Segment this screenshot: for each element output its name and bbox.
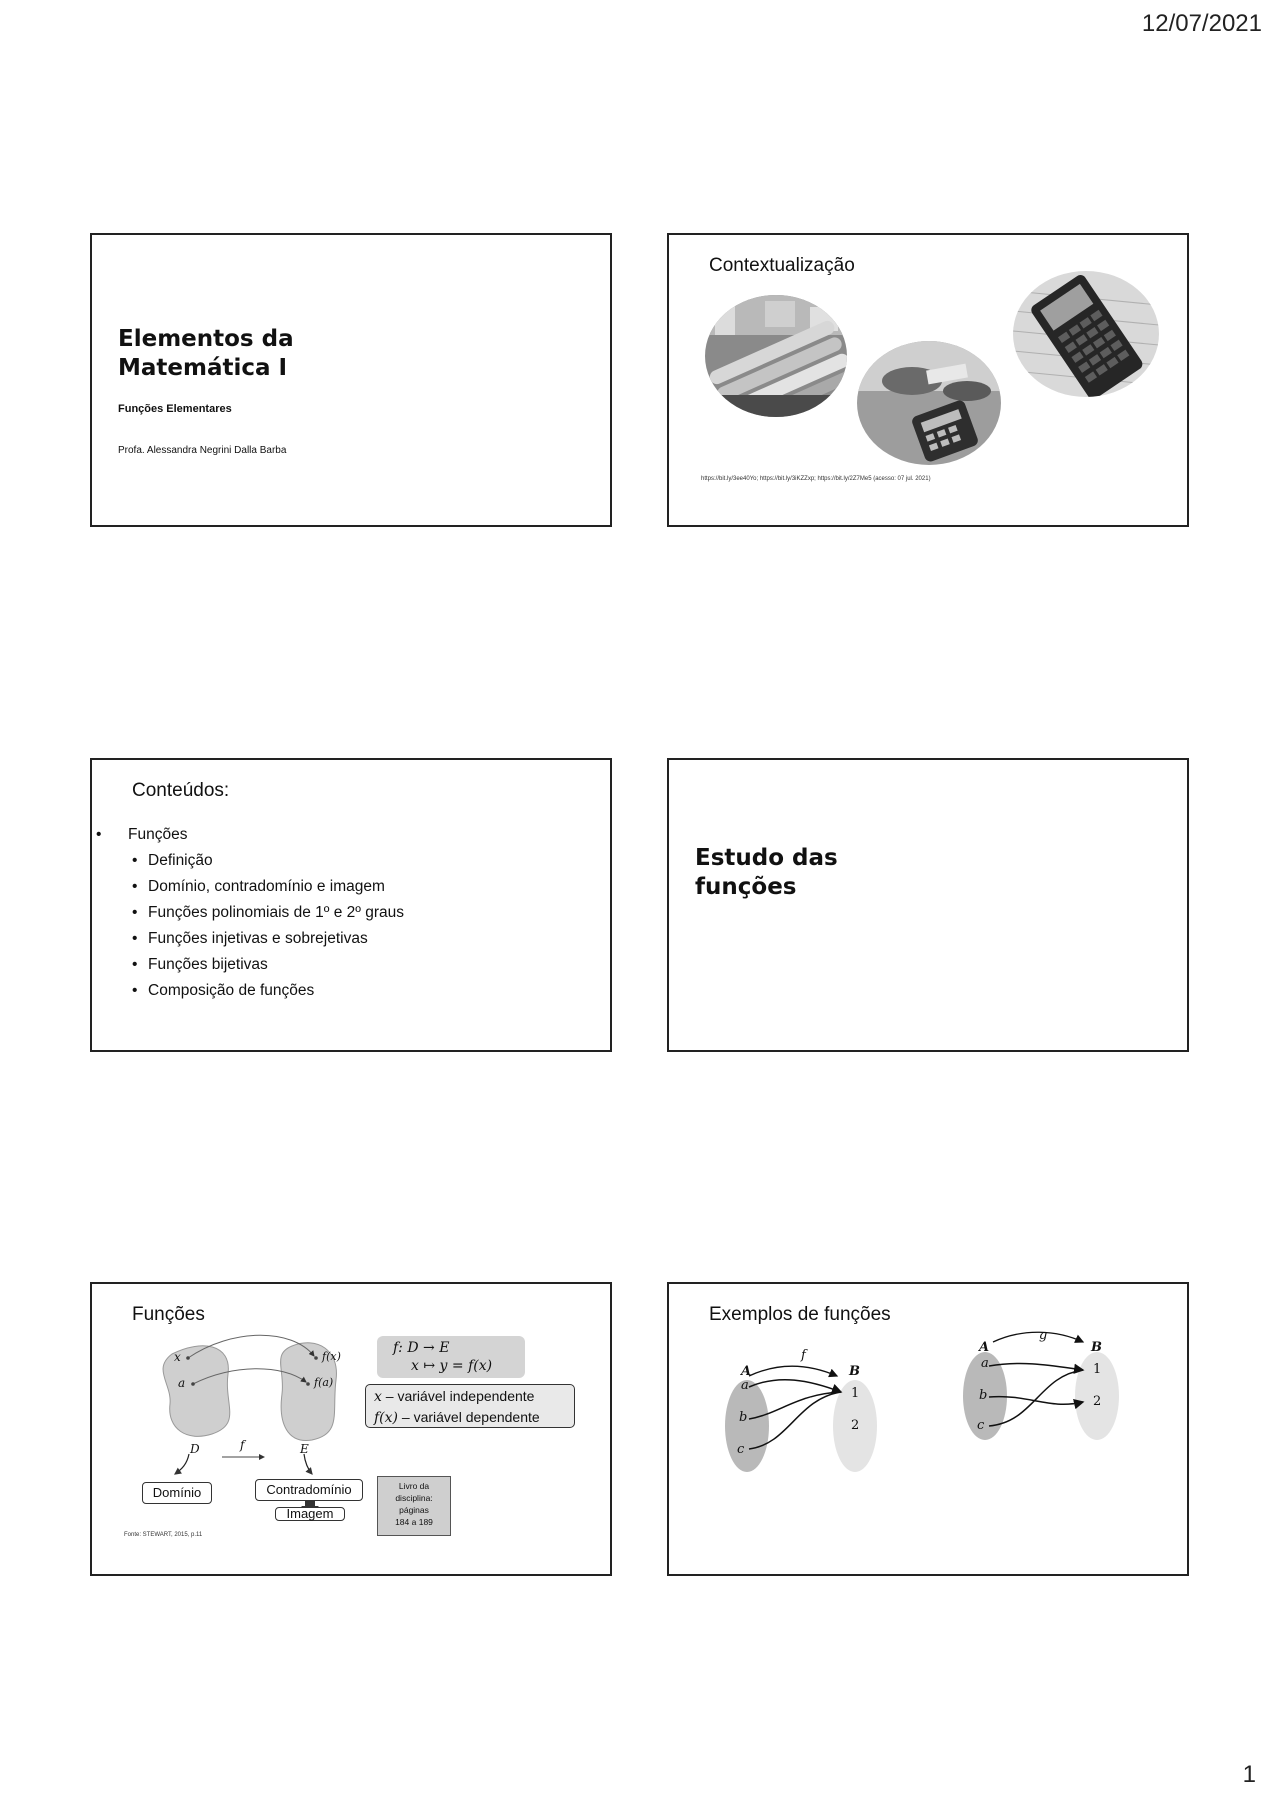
var-x-text: – variável independente: [385, 1388, 535, 1404]
diagram-E-label: E: [300, 1442, 309, 1456]
slide-estudo-funcoes: [667, 758, 1189, 1052]
var-fx: f(x): [374, 1410, 399, 1426]
var-x: x: [374, 1389, 382, 1405]
elem-1-label: 1: [851, 1386, 860, 1401]
book-note: [377, 1476, 451, 1536]
variables-box: [365, 1384, 575, 1428]
contents-list: [112, 822, 404, 1004]
list-item: • Funções bijetivas: [112, 952, 404, 978]
formula-line1: f: D → E: [393, 1340, 450, 1356]
slide-title: Contextualização: [709, 255, 855, 276]
slide-title-page: [90, 233, 612, 527]
independent-variable: [374, 1386, 574, 1407]
course-title-line2: Matemática I: [118, 355, 288, 381]
slide-conteudos: [90, 758, 612, 1052]
elem-b-label: b: [739, 1410, 748, 1425]
set-a-label: A: [741, 1364, 752, 1379]
elem-c-label: c: [977, 1418, 985, 1433]
course-title-line1: Elementos da: [118, 326, 294, 352]
diagram-a-label: a: [178, 1376, 186, 1390]
payment-photo: [857, 341, 1001, 465]
diagram-f-label: f: [240, 1438, 245, 1452]
calculator-photo: [1013, 271, 1159, 397]
function-f-label: f: [801, 1348, 806, 1363]
imagem-label: Imagem: [275, 1507, 345, 1521]
list-item: • Domínio, contradomínio e imagem: [112, 874, 404, 900]
diagram-D-label: D: [190, 1442, 200, 1456]
book-note-line: 184 a 189: [395, 1517, 433, 1527]
course-author: Profa. Alessandra Negrini Dalla Barba: [118, 445, 287, 456]
dependent-variable: [374, 1407, 574, 1428]
function-g-label: g: [1039, 1328, 1048, 1343]
slide-title: Exemplos de funções: [709, 1304, 891, 1325]
slide-contextualizacao: [667, 233, 1189, 527]
list-item: • Funções polinomiais de 1º e 2º graus: [112, 900, 404, 926]
list-item: • Funções injetivas e sobrejetivas: [112, 926, 404, 952]
elem-2-label: 2: [1093, 1394, 1102, 1409]
diagram-fx-label: f(x): [322, 1350, 341, 1363]
elem-a-label: a: [981, 1356, 989, 1371]
set-b-label: B: [849, 1364, 860, 1379]
slide-title: Funções: [132, 1304, 205, 1325]
elem-b-label: b: [979, 1388, 988, 1403]
image-credits: https://bit.ly/3ee40Yo; https://bit.ly/3iKZZxp; https://bit.ly/2Z7Me5 (acesso: 07 jul. 2021): [701, 476, 931, 482]
book-note-line: páginas: [399, 1505, 429, 1515]
elem-a-label: a: [741, 1378, 749, 1393]
contradominio-label: Contradomínio: [255, 1479, 363, 1501]
section-title-line1: Estudo das: [695, 845, 838, 871]
page-number: 1: [1242, 1761, 1256, 1788]
slide-title: Conteúdos:: [132, 780, 230, 801]
course-title: [118, 325, 294, 383]
function-formula: [377, 1336, 525, 1378]
dominio-label: Domínio: [142, 1482, 212, 1504]
formula-line2: x ↦ y = f(x): [411, 1358, 493, 1374]
book-note-line: Livro da: [398, 1481, 430, 1491]
slide-exemplos: [667, 1282, 1189, 1576]
slide-funcoes: [90, 1282, 612, 1576]
factory-photo: [705, 295, 847, 417]
elem-1-label: 1: [1093, 1362, 1102, 1377]
page-date: 12/07/2021: [1141, 10, 1262, 37]
list-item: • Funções: [112, 822, 404, 848]
set-a-label: A: [979, 1340, 990, 1355]
section-title: [695, 844, 838, 902]
diagram-fa-label: f(a): [314, 1376, 334, 1389]
function-examples-diagram: [669, 1284, 1189, 1576]
list-item: • Composição de funções: [112, 978, 404, 1004]
course-subtitle: Funções Elementares: [118, 403, 232, 415]
diagram-x-label: x: [174, 1350, 181, 1364]
list-item: • Definição: [112, 848, 404, 874]
set-b-label: B: [1091, 1340, 1102, 1355]
source-note: Fonte: STEWART, 2015, p.11: [124, 1532, 203, 1538]
section-title-line2: funções: [695, 874, 797, 900]
var-fx-text: – variável dependente: [401, 1409, 540, 1425]
elem-c-label: c: [737, 1442, 745, 1457]
elem-2-label: 2: [851, 1418, 860, 1433]
book-note-line: disciplina:: [395, 1493, 433, 1503]
